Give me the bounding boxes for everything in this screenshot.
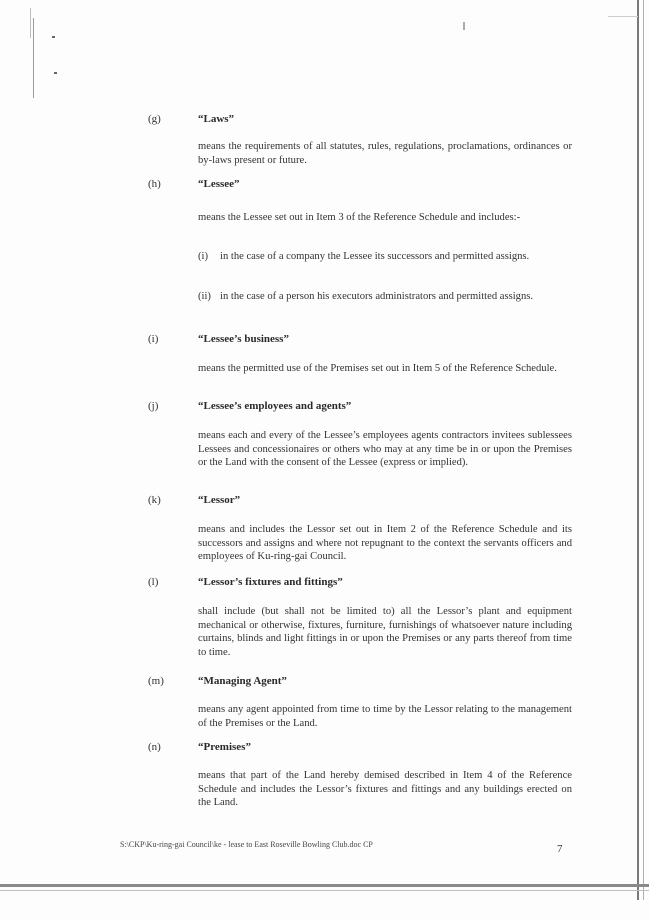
definition-term: “Laws” bbox=[198, 113, 235, 125]
definition-letter: (l) bbox=[148, 576, 159, 588]
definition-term: “Lessor’s fixtures and fittings” bbox=[198, 576, 343, 588]
definition-term: “Premises” bbox=[198, 741, 251, 753]
definition-subitem bbox=[198, 290, 572, 318]
definition-term: “Managing Agent” bbox=[198, 675, 287, 687]
definition-subitem bbox=[198, 250, 572, 278]
definition-letter: (m) bbox=[148, 675, 164, 687]
definition-letter: (j) bbox=[148, 400, 159, 412]
definition-letter: (h) bbox=[148, 178, 161, 190]
scan-edge-left bbox=[33, 18, 34, 98]
scan-speck bbox=[54, 72, 57, 74]
definition-text: shall include (but shall not be limited to) all the Lessor’s plant and equipment mechanical or otherwise, fixtures, furniture, furnishings of whatsoever nature including curtains, blinds and light fittings in or upon the Premises or any parts thereof from time to time. bbox=[198, 606, 572, 658]
definition-term: “Lessor” bbox=[198, 494, 241, 506]
definition-term: “Lessee’s business” bbox=[198, 333, 289, 345]
definition-letter: (n) bbox=[148, 741, 161, 753]
subitem-number: (ii) bbox=[198, 291, 211, 302]
definition-text: means each and every of the Lessee’s employees agents contractors invitees sublessees Lessees and concessionaires or others who may at any time be in or upon the Premises or the Land with the consent of the Lessee (express or implied). bbox=[198, 430, 572, 468]
scan-speck bbox=[463, 22, 465, 30]
definition-text: means that part of the Land hereby demised described in Item 4 of the Reference Schedule and includes the Lessor’s fixtures and fittings and any buildings erected on the Land. bbox=[198, 770, 572, 808]
scan-edge-right-faint bbox=[643, 0, 644, 900]
definition-text: means the requirements of all statutes, rules, regulations, proclamations, ordinances or by-laws present or future. bbox=[198, 141, 572, 166]
scan-edge-left-faint bbox=[30, 8, 31, 38]
definition-text: means any agent appointed from time to time by the Lessor relating to the management of the Premises or the Land. bbox=[198, 704, 572, 729]
definition-letter: (k) bbox=[148, 494, 161, 506]
definition-letter: (i) bbox=[148, 333, 159, 345]
scan-edge-right bbox=[637, 0, 639, 900]
definition-text: means the Lessee set out in Item 3 of the Reference Schedule and includes:- bbox=[198, 212, 521, 223]
definition-letter: (g) bbox=[148, 113, 161, 125]
footer-file-path: S:\CKP\Ku-ring-gai Council\ke - lease to East Roseville Bowling Club.doc CP bbox=[120, 840, 373, 849]
subitem-text: in the case of a company the Lessee its successors and permitted assigns. bbox=[220, 251, 530, 262]
definition-term: “Lessee’s employees and agents” bbox=[198, 400, 352, 412]
definition-text: means the permitted use of the Premises set out in Item 5 of the Reference Schedule. bbox=[198, 363, 557, 374]
subitem-number: (i) bbox=[198, 251, 208, 262]
scan-edge-bottom-faint bbox=[0, 890, 649, 891]
subitem-text: in the case of a person his executors administrators and permitted assigns. bbox=[220, 291, 534, 302]
definition-term: “Lessee” bbox=[198, 178, 240, 190]
definition-text: means and includes the Lessor set out in Item 2 of the Reference Schedule and its successors and assigns and where not repugnant to the context the servants officers and employees of Ku-ring-gai Council. bbox=[198, 524, 572, 562]
page-number: 7 bbox=[557, 843, 563, 855]
scan-speck bbox=[52, 36, 55, 38]
scan-speck bbox=[608, 16, 638, 17]
scan-edge-bottom bbox=[0, 884, 649, 887]
